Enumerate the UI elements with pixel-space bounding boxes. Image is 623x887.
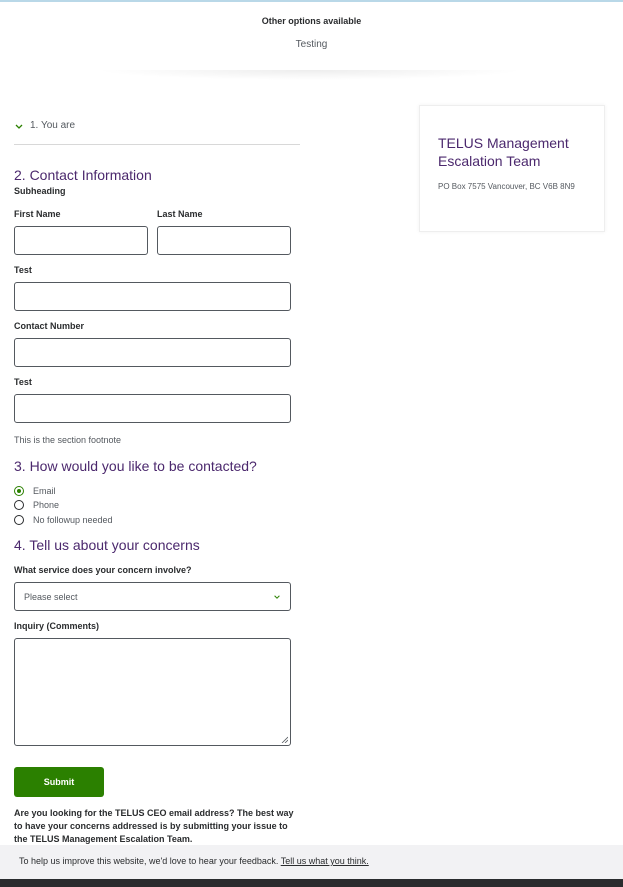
ceo-email-note: Are you looking for the TELUS CEO email address? The best way to have your concerns addressed is by submitting your issue to the TELUS Management Escalation Team.	[14, 808, 294, 844]
radio-button[interactable]	[14, 515, 24, 525]
radio-button[interactable]	[14, 500, 24, 510]
test-label-2: Test	[14, 377, 32, 387]
test-input-2[interactable]	[14, 394, 291, 423]
first-name-label: First Name	[14, 209, 61, 219]
feedback-text: To help us improve this website, we'd love to hear your feedback.	[19, 856, 279, 866]
inquiry-textarea[interactable]	[14, 638, 291, 746]
concerns-title: 4. Tell us about your concerns	[14, 537, 200, 553]
other-options-heading: Other options available	[261, 16, 362, 26]
testing-link[interactable]: Testing	[295, 39, 328, 50]
feedback-text-wrap	[19, 856, 369, 866]
card-title: TELUS Management Escalation Team	[438, 135, 569, 169]
test-label-1: Test	[14, 265, 32, 275]
service-select[interactable]	[14, 582, 291, 611]
last-name-input[interactable]	[157, 226, 291, 255]
card-address: PO Box 7575 Vancouver, BC V6B 8N9	[438, 182, 575, 191]
radio-button-checked[interactable]	[14, 486, 24, 496]
accordion-label: 1. You are	[30, 120, 76, 131]
contact-number-input[interactable]	[14, 338, 291, 367]
radio-label: Email	[33, 486, 56, 496]
radio-label: No followup needed	[33, 515, 113, 525]
submit-button[interactable]: Submit	[14, 767, 104, 797]
last-name-label: Last Name	[157, 209, 203, 219]
service-select-value: Please select	[24, 592, 78, 602]
contact-number-label: Contact Number	[14, 321, 85, 331]
accordion-you-are[interactable]	[14, 116, 300, 145]
service-label: What service does your concern involve?	[14, 565, 192, 575]
chevron-down-icon	[14, 121, 24, 131]
top-border-line	[0, 0, 623, 2]
contact-method-title: 3. How would you like to be contacted?	[14, 458, 257, 474]
section-footnote: This is the section footnote	[14, 435, 122, 445]
radio-label: Phone	[33, 500, 60, 510]
first-name-input[interactable]	[14, 226, 148, 255]
contact-information-title: 2. Contact Information	[14, 167, 152, 183]
subheading: Subheading	[14, 186, 66, 196]
inquiry-label: Inquiry (Comments)	[14, 621, 100, 631]
escalation-team-card	[419, 105, 605, 232]
resize-grip-icon[interactable]	[281, 736, 288, 743]
section-divider-shadow	[95, 70, 525, 80]
test-input-1[interactable]	[14, 282, 291, 311]
bottom-dark-strip	[0, 879, 623, 887]
feedback-link[interactable]: Tell us what you think.	[280, 856, 369, 866]
chevron-down-icon	[273, 593, 281, 601]
feedback-bar	[0, 845, 623, 879]
